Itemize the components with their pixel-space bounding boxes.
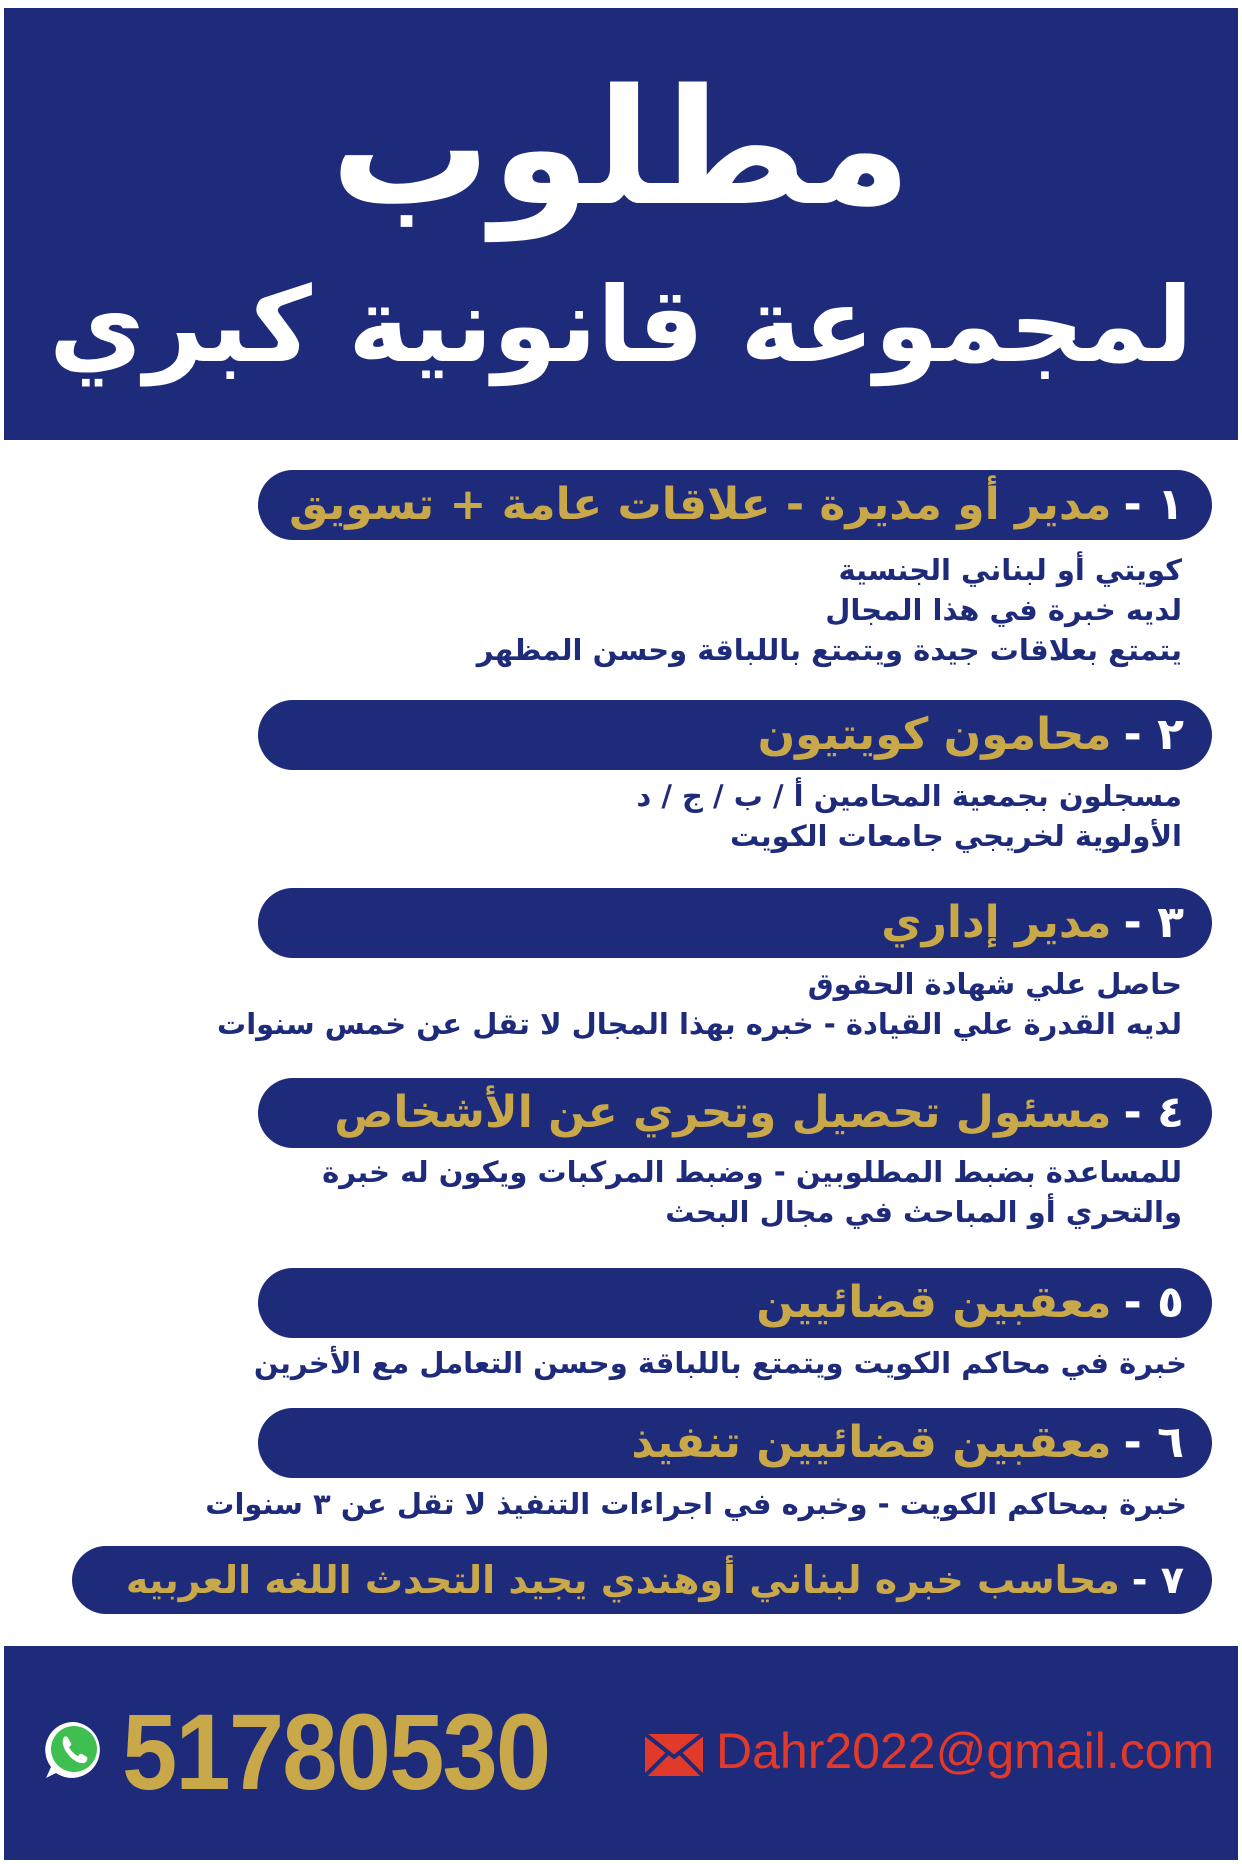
- phone-number[interactable]: 51780530: [122, 1691, 550, 1812]
- whatsapp-icon[interactable]: [42, 1718, 106, 1782]
- job-detail-line: لديه القدرة علي القيادة - خبره بهذا المجال لا تقل عن خمس سنوات: [217, 1007, 1182, 1041]
- job-details-6: [205, 1484, 1187, 1524]
- job-detail-line: لديه خبرة في هذا المجال: [825, 593, 1182, 627]
- job-details-2: [636, 776, 1182, 856]
- job-title-bar-7: [72, 1546, 1212, 1614]
- job-details-1: [477, 550, 1182, 670]
- job-title: معقبين قضائيين تنفيذ: [631, 1417, 1112, 1468]
- job-title: محاسب خبره لبناني أوهندي يجيد التحدث اللغه العربيه: [125, 1558, 1120, 1602]
- job-detail-line: يتمتع بعلاقات جيدة ويتمتع باللباقة وحسن المظهر: [476, 633, 1182, 667]
- job-title: مدير أو مديرة - علاقات عامة + تسويق: [289, 479, 1112, 530]
- job-number: ٦ -: [1123, 1417, 1184, 1468]
- job-detail-line: كويتي أو لبناني الجنسية: [838, 553, 1182, 587]
- job-title-bar-2: [258, 700, 1212, 770]
- job-title: مسئول تحصيل وتحري عن الأشخاص: [334, 1087, 1112, 1138]
- page-subtitle: لمجموعة قانونية كبري: [48, 264, 1194, 386]
- job-title-bar-4: [258, 1078, 1212, 1148]
- job-details-4: [322, 1152, 1182, 1232]
- job-detail-line: خبرة في محاكم الكويت ويتمتع باللباقة وحسن التعامل مع الأخرين: [253, 1346, 1187, 1380]
- mail-icon: [644, 1733, 704, 1777]
- job-detail-line: حاصل علي شهادة الحقوق: [807, 967, 1182, 1001]
- job-title: معقبين قضائيين: [756, 1277, 1112, 1328]
- job-number: ١ -: [1123, 479, 1184, 530]
- job-detail-line: خبرة بمحاكم الكويت - وخبره في اجراءات التنفيذ لا تقل عن ٣ سنوات: [205, 1487, 1187, 1521]
- job-title-bar-6: [258, 1408, 1212, 1478]
- page-title: مطلوب: [330, 54, 912, 241]
- job-number: ٧ -: [1131, 1558, 1184, 1602]
- contact-footer: [4, 1646, 1238, 1860]
- job-number: ٢ -: [1123, 709, 1184, 760]
- job-details-3: [217, 964, 1182, 1044]
- header-banner: [4, 8, 1238, 440]
- job-number: ٣ -: [1123, 897, 1184, 948]
- job-title: محامون كويتيون: [757, 709, 1112, 760]
- job-detail-line: مسجلون بجمعية المحامين أ / ب / ج / د: [636, 779, 1182, 813]
- job-title: مدير إداري: [881, 897, 1112, 948]
- job-title-bar-5: [258, 1268, 1212, 1338]
- job-details-5: [254, 1343, 1187, 1383]
- job-detail-line: والتحري أو المباحث في مجال البحث: [665, 1195, 1182, 1229]
- job-number: ٤ -: [1123, 1087, 1184, 1138]
- job-detail-line: للمساعدة بضبط المطلوبين - وضبط المركبات ويكون له خبرة: [322, 1155, 1182, 1189]
- email-link[interactable]: Dahr2022@gmail.com: [716, 1723, 1215, 1779]
- job-title-bar-3: [258, 888, 1212, 958]
- job-title-bar-1: [258, 470, 1212, 540]
- job-number: ٥ -: [1123, 1277, 1184, 1328]
- job-detail-line: الأولوية لخريجي جامعات الكويت: [730, 819, 1182, 853]
